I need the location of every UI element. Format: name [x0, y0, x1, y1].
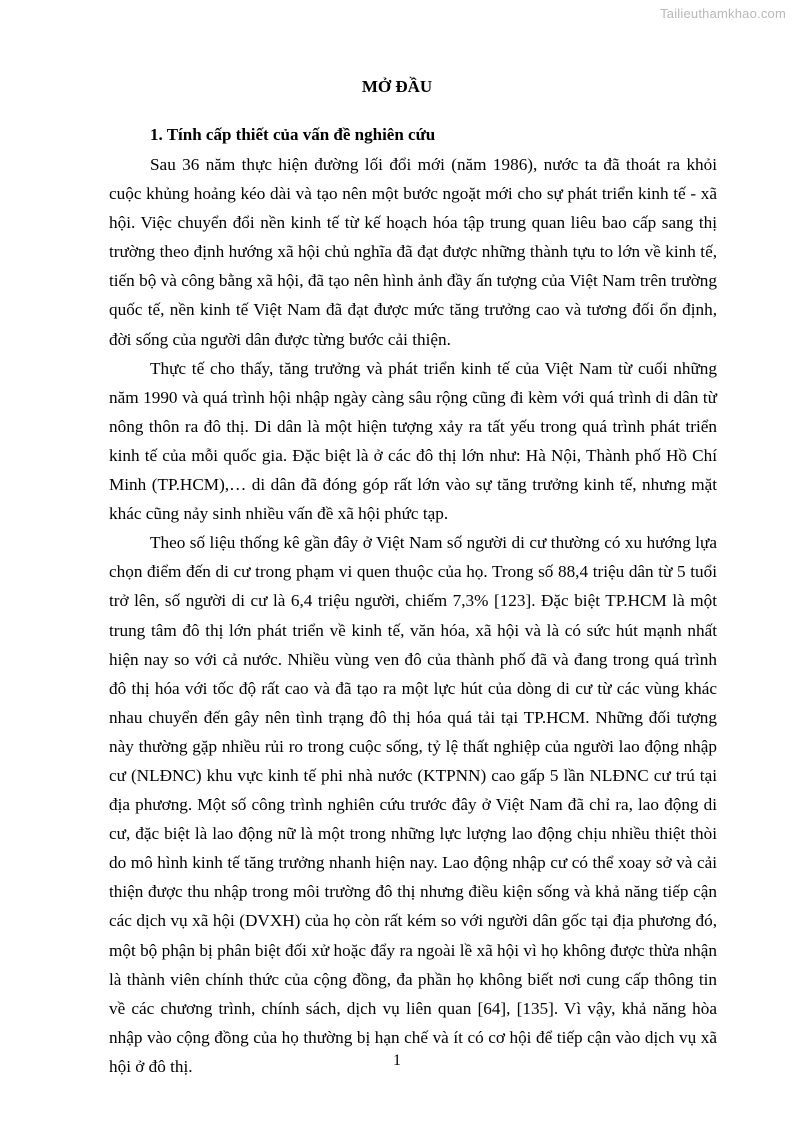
page-title: MỞ ĐẦU [361, 77, 433, 96]
paragraph-3: Theo số liệu thống kê gần đây ở Việt Nam số người di cư thường có xu hướng lựa chọn điểm đến di cư trong phạm vi quen thuộc của họ. Trong số 88,4 triệu dân từ 5 tuổi trở lên, số người di cư là 6,4 triệu người, chiếm 7,3% [123]. Đặc biệt TP.HCM là một trung tâm đô thị lớn phát triển về kinh tế, văn hóa, xã hội và là có sức hút mạnh nhất hiện nay so với cả nước. Nhiều vùng ven đô của thành phố đã và đang trong quá trình đô thị hóa với tốc độ rất cao và đã tạo ra một lực hút của dòng di cư từ các vùng khác nhau chuyển đến gây nên tình trạng đô thị hóa quá tải tại TP.HCM. Những đối tượng này thường gặp nhiều rủi ro trong cuộc sống, tỷ lệ thất nghiệp của người lao động nhập cư (NLĐNC) khu vực kinh tế phi nhà nước (KTPNN) cao gấp 5 lần NLĐNC cư trú tại địa phương. Một số công trình nghiên cứu trước đây ở Việt Nam đã chỉ ra, lao động di cư, đặc biệt là lao động nữ là một trong những lực lượng lao động chịu nhiều thiệt thòi do mô hình kinh tế tăng trưởng nhanh hiện nay. Lao động nhập cư có thể xoay sở và cải thiện được thu nhập trong môi trường đô thị nhưng điều kiện sống và khả năng tiếp cận các dịch vụ xã hội (DVXH) của họ còn rất kém so với người dân gốc tại địa phương đó, một bộ phận bị phân biệt đối xử hoặc đẩy ra ngoài lề xã hội vì họ không được thừa nhận là thành viên chính thức của cộng đồng, đa phần họ không biết nơi cung cấp thông tin về các chương trình, chính sách, dịch vụ liên quan [64], [135]. Vì vậy, khả năng hòa nhập vào cộng đồng của họ thường bị hạn chế và ít có cơ hội để tiếp cận vào dịch vụ xã hội ở đô thị. [109, 533, 717, 1076]
body-text [109, 150, 717, 1081]
watermark-text: Tailieuthamkhao.com [660, 6, 786, 21]
paragraph-1: Sau 36 năm thực hiện đường lối đổi mới (năm 1986), nước ta đã thoát ra khỏi cuộc khủng hoảng kéo dài và tạo nên một bước ngoặt mới cho sự phát triển kinh tế - xã hội. Việc chuyển đổi nền kinh tế từ kế hoạch hóa tập trung quan liêu bao cấp sang thị trường theo định hướng xã hội chủ nghĩa đã đạt được những thành tựu to lớn về kinh tế, tiến bộ và công bằng xã hội, đã tạo nên hình ảnh đầy ấn tượng của Việt Nam trên trường quốc tế, nền kinh tế Việt Nam đã đạt được mức tăng trưởng cao và tương đối ổn định, đời sống của người dân được từng bước cải thiện. [109, 155, 717, 349]
page-number: 1 [393, 1052, 401, 1069]
paragraph-2: Thực tế cho thấy, tăng trưởng và phát triển kinh tế của Việt Nam từ cuối những năm 1990 và quá trình hội nhập ngày càng sâu rộng cũng đi kèm với quá trình di dân từ nông thôn ra đô thị. Di dân là một hiện tượng xảy ra tất yếu trong quá trình phát triển kinh tế của mỗi quốc gia. Đặc biệt là ở các đô thị lớn như: Hà Nội, Thành phố Hồ Chí Minh (TP.HCM),… di dân đã đóng góp rất lớn vào sự tăng trưởng kinh tế, nhưng mặt khác cũng nảy sinh nhiều vấn đề xã hội phức tạp. [109, 358, 717, 524]
section-heading: 1. Tính cấp thiết của vấn đề nghiên cứu [150, 125, 436, 144]
